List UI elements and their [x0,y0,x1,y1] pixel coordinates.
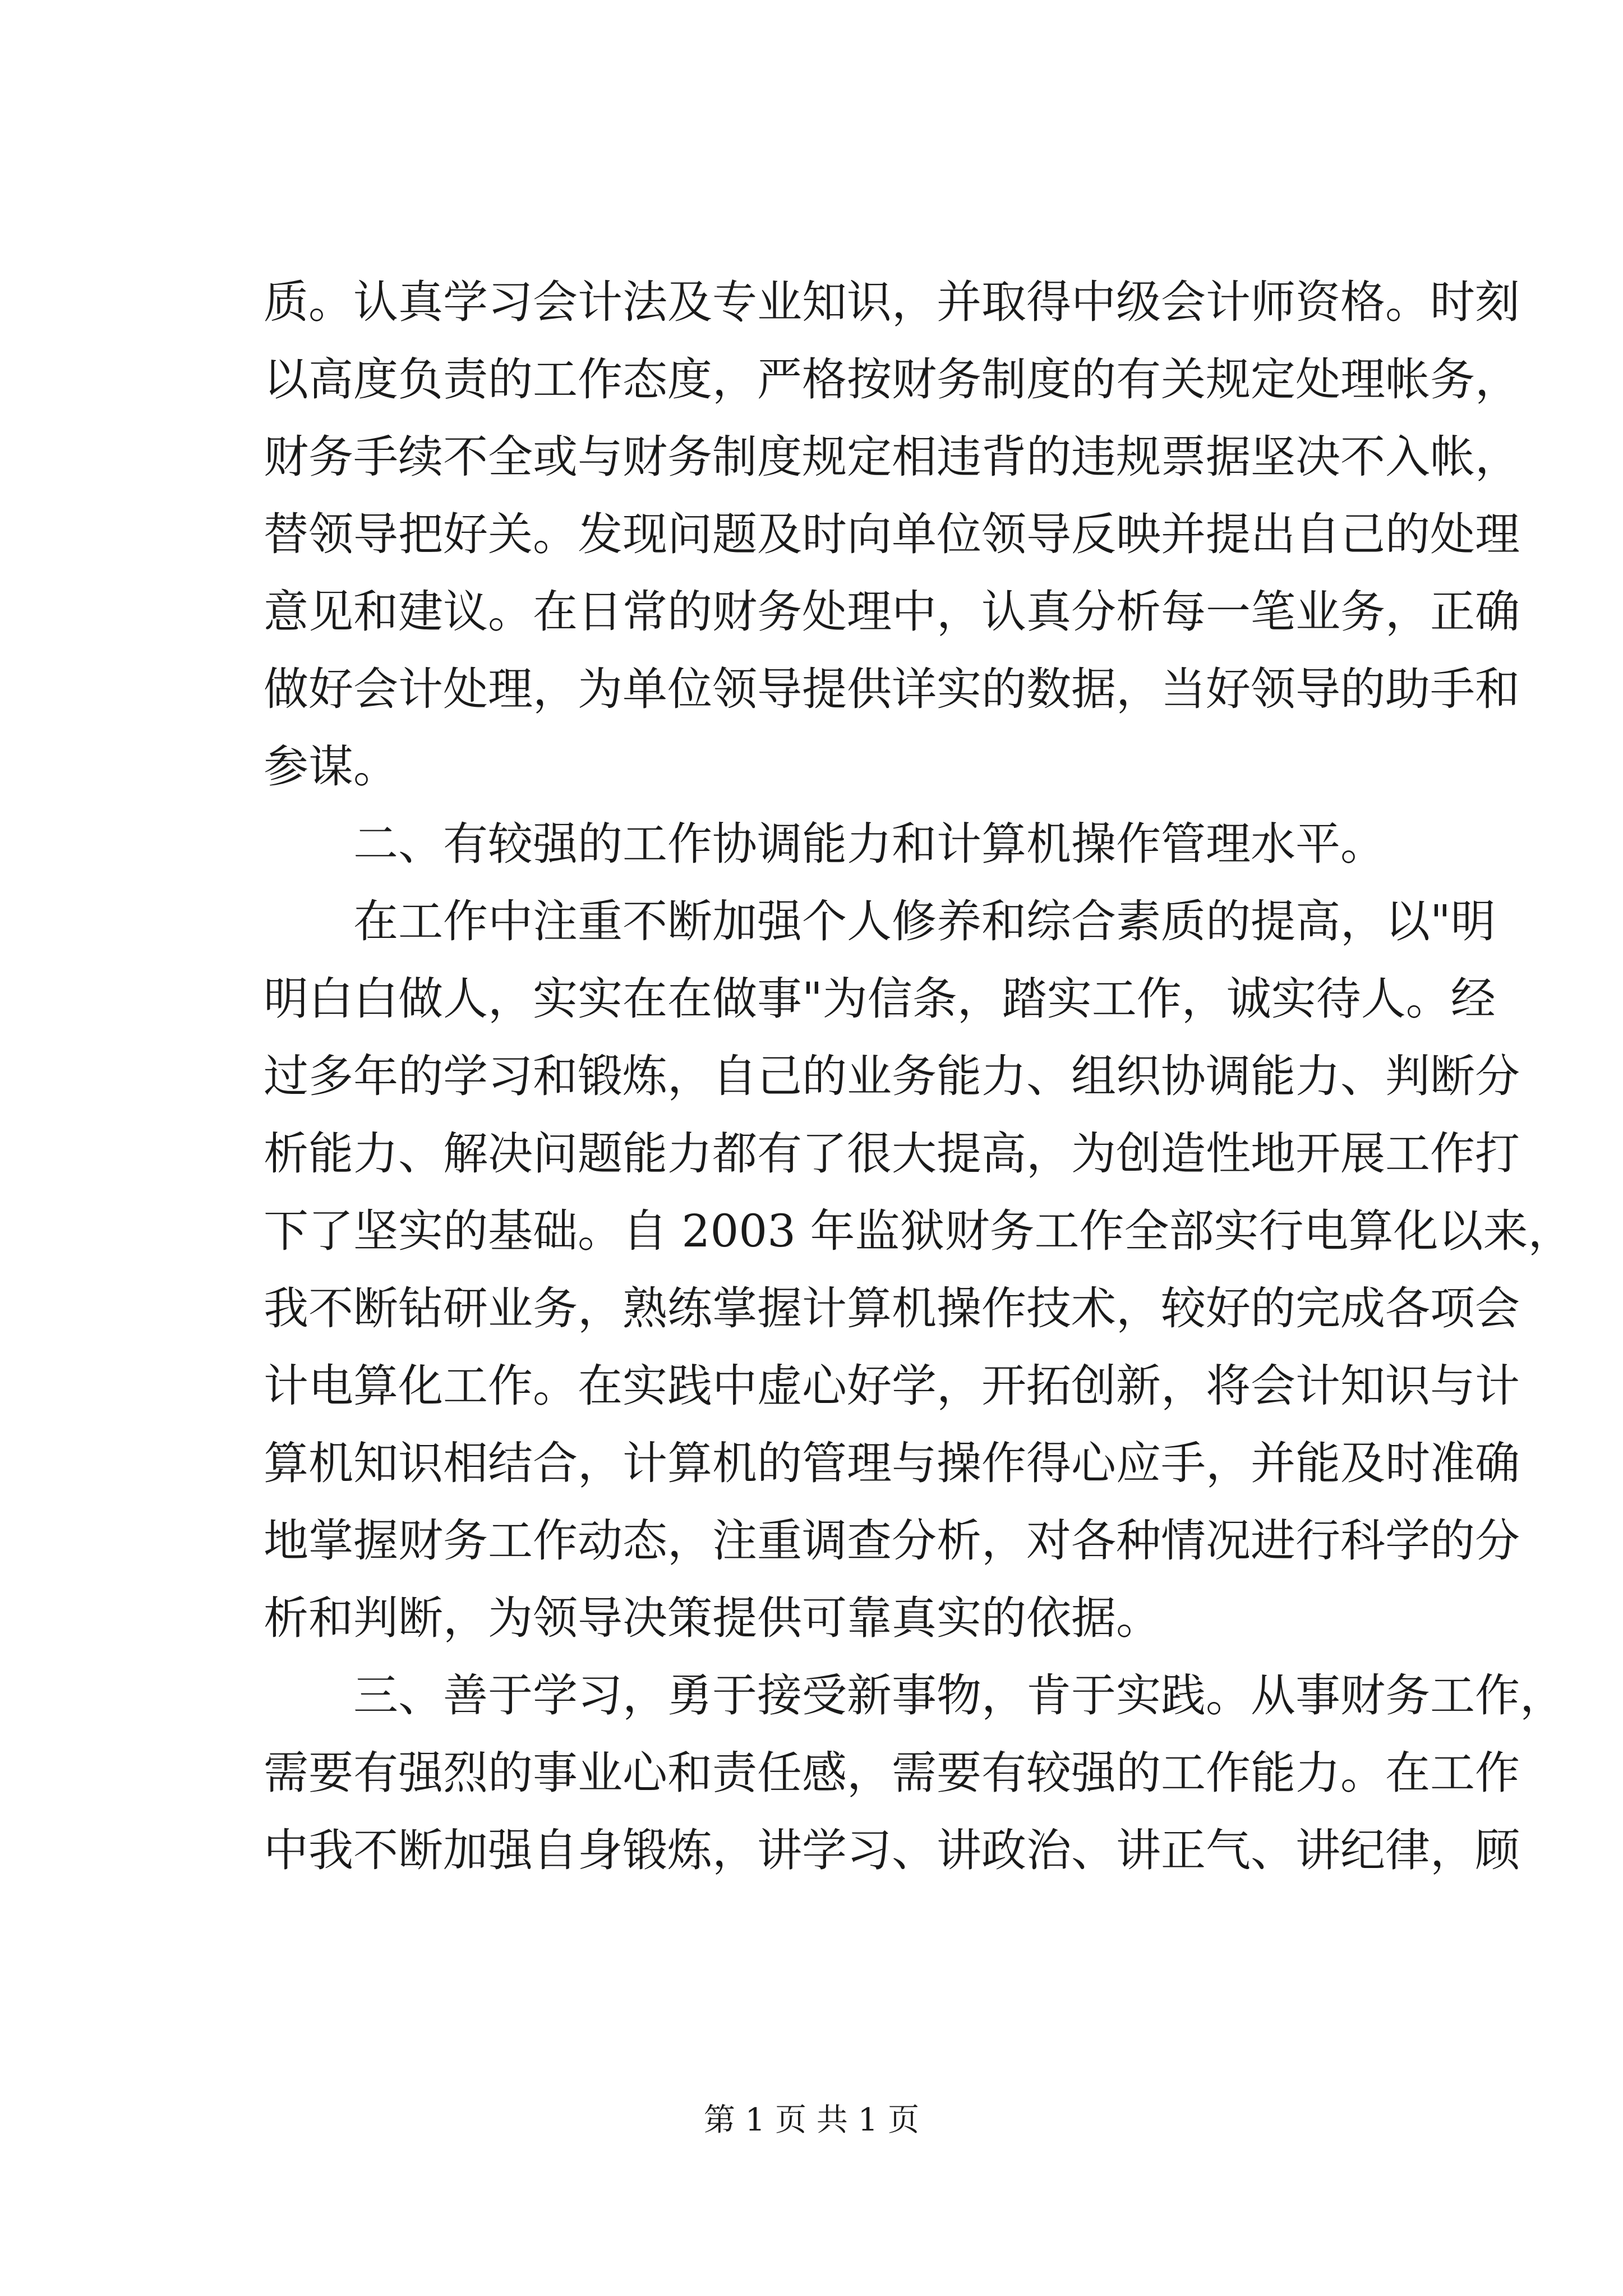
text-line: 我不断钻研业务，熟练掌握计算机操作技术，较好的完成各项会 [264,1282,1520,1335]
text-line: 二、有较强的工作协调能力和计算机操作管理水平。 [264,818,1385,870]
text-line: 财务手续不全或与财务制度规定相违背的违规票据坚决不入帐， [264,431,1520,483]
text-line: 质。认真学习会计法及专业知识，并取得中级会计师资格。时刻 [264,276,1520,328]
text-line: 计电算化工作。在实践中虚心好学，开拓创新，将会计知识与计 [264,1360,1520,1412]
text-line: 析能力、解决问题能力都有了很大提高，为创造性地开展工作打 [264,1128,1520,1180]
document-body [264,264,1573,1889]
text-line: 在工作中注重不断加强个人修养和综合素质的提高，以"明 [264,895,1496,947]
text-line: 中我不断加强自身锻炼，讲学习、讲政治、讲正气、讲纪律，顾 [264,1824,1520,1876]
text-line: 三、善于学习，勇于接受新事物，肯于实践。从事财务工作， [264,1669,1565,1722]
page-footer: 第 1 页 共 1 页 [703,2102,920,2138]
text-line: 意见和建议。在日常的财务处理中，认真分析每一笔业务，正确 [264,586,1520,638]
text-line: 下了坚实的基础。自 2003 年监狱财务工作全部实行电算化以来， [264,1205,1573,1257]
text-line: 算机知识相结合，计算机的管理与操作得心应手，并能及时准确 [264,1437,1520,1489]
text-line: 参谋。 [264,740,398,793]
text-line: 替领导把好关。发现问题及时向单位领导反映并提出自己的处理 [264,508,1520,560]
text-line: 明白白做人，实实在在做事"为信条，踏实工作，诚实待人。经 [264,973,1496,1025]
text-line: 析和判断，为领导决策提供可靠真实的依据。 [264,1592,1161,1644]
text-line: 地掌握财务工作动态，注重调查分析，对各种情况进行科学的分 [264,1515,1520,1567]
text-line: 过多年的学习和锻炼，自己的业务能力、组织协调能力、判断分 [264,1050,1520,1102]
text-line: 以高度负责的工作态度，严格按财务制度的有关规定处理帐务， [264,353,1520,406]
text-line: 做好会计处理，为单位领导提供详实的数据，当好领导的助手和 [264,663,1520,715]
text-line: 需要有强烈的事业心和责任感，需要有较强的工作能力。在工作 [264,1747,1520,1799]
